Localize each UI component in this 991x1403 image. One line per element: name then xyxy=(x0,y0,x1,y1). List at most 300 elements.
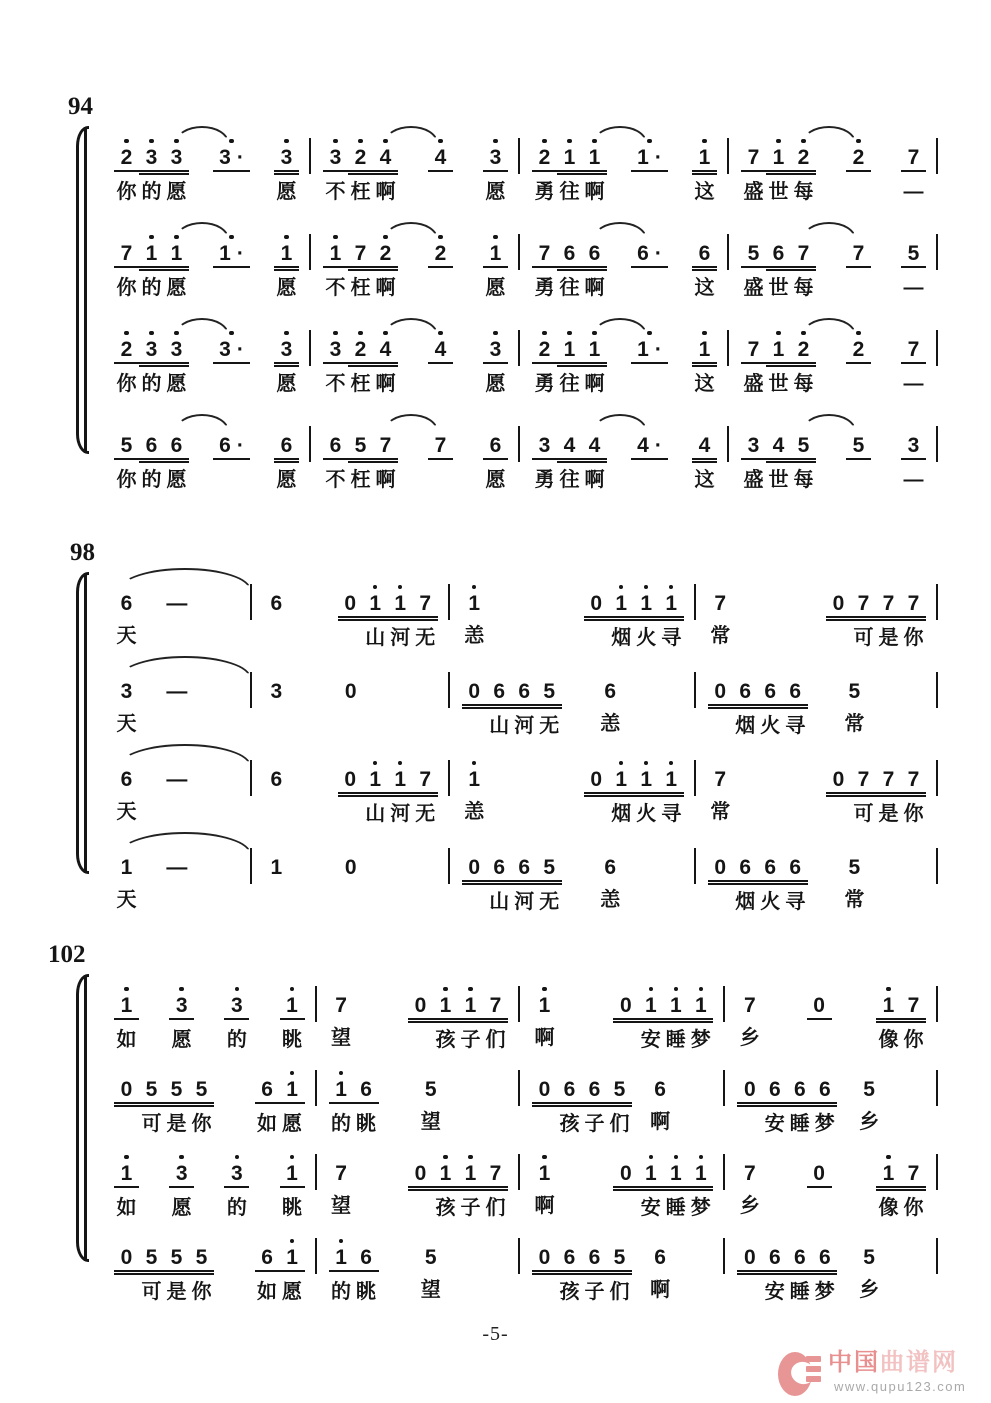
note-digit: 6 xyxy=(329,434,342,457)
note-head xyxy=(851,768,876,794)
note-head xyxy=(846,338,871,364)
note-digit: 5 xyxy=(543,856,556,879)
augmentation-dot: · xyxy=(654,338,662,361)
lyric-syllable: 世 xyxy=(768,277,789,299)
note xyxy=(189,1246,214,1303)
lyric-syllable: 啊 xyxy=(375,181,396,203)
lyric-syllable: 安 xyxy=(764,1281,785,1303)
lyric-syllable: 如 xyxy=(257,1281,278,1303)
note-digit: 7 xyxy=(714,768,727,791)
augmentation-dot: · xyxy=(236,242,244,265)
note-digit: 1 xyxy=(369,768,382,791)
note-head xyxy=(532,994,557,1018)
note-digit: 0 xyxy=(714,856,727,879)
augmentation-dot: · xyxy=(654,242,662,265)
note-head xyxy=(114,1246,139,1272)
note-head xyxy=(169,994,194,1020)
note-digit: 1 xyxy=(772,338,785,361)
note-head xyxy=(631,434,668,460)
note-digit: 6 xyxy=(145,434,158,457)
note-head xyxy=(807,1162,832,1188)
beam-group xyxy=(737,1078,837,1135)
note-digit: 6 xyxy=(789,680,802,703)
beam-group xyxy=(114,338,189,395)
note-head xyxy=(164,1078,189,1104)
note xyxy=(483,1246,508,1270)
note xyxy=(169,1162,194,1219)
barline xyxy=(936,1070,938,1106)
measure xyxy=(102,220,309,299)
voice-line xyxy=(102,316,938,395)
note-digit: 7 xyxy=(907,994,920,1017)
lyric-syllable: 是 xyxy=(166,1281,187,1303)
note-head xyxy=(638,994,663,1020)
note xyxy=(557,338,582,395)
note-head xyxy=(329,994,354,1018)
measure xyxy=(102,412,309,491)
lyric-syllable: 的 xyxy=(141,181,162,203)
beam-group xyxy=(428,338,453,395)
tie-arc xyxy=(593,414,647,431)
note xyxy=(354,1078,379,1135)
note xyxy=(512,680,537,737)
note xyxy=(274,338,299,395)
note-digit: 6 xyxy=(588,1246,601,1269)
note-digit: 0 xyxy=(468,856,481,879)
beam-group xyxy=(692,434,717,491)
note-digit: 5 xyxy=(354,434,367,457)
note-head xyxy=(114,994,139,1020)
tie-arc xyxy=(175,318,229,335)
measure xyxy=(102,658,250,735)
note-head xyxy=(483,1246,508,1270)
measure xyxy=(696,658,936,737)
lyric-syllable: 愿 xyxy=(166,469,187,491)
beam-group xyxy=(483,338,508,395)
note-head xyxy=(483,338,508,364)
note-digit: 5 xyxy=(747,242,760,265)
note-head xyxy=(609,592,634,618)
note-head xyxy=(901,434,926,460)
lyric-syllable: 寻 xyxy=(785,715,806,737)
note-head xyxy=(659,592,684,618)
measure xyxy=(252,570,448,649)
note-head xyxy=(215,856,240,880)
note xyxy=(631,146,668,172)
lyric-syllable: 你 xyxy=(116,469,137,491)
measure xyxy=(696,746,936,825)
note-head xyxy=(255,1078,280,1104)
note xyxy=(692,242,717,299)
note-digit: 7 xyxy=(489,994,502,1017)
beam-group xyxy=(224,994,249,1051)
note-digit: 1 xyxy=(588,338,601,361)
lyric-syllable: 不 xyxy=(325,373,346,395)
lyric-syllable: — xyxy=(903,277,924,299)
tie-arc xyxy=(593,222,647,239)
note-digit: 3 xyxy=(145,146,158,169)
beam-group xyxy=(807,994,832,1051)
lyric-syllable: 睡 xyxy=(665,1197,686,1219)
beam-group xyxy=(846,242,871,299)
note xyxy=(462,680,487,706)
beam-group xyxy=(280,994,305,1051)
tie-arc xyxy=(802,318,856,335)
voice-line xyxy=(102,1056,938,1135)
beam-group xyxy=(826,768,926,825)
note-head xyxy=(139,242,164,268)
note-head xyxy=(692,338,717,364)
note xyxy=(791,146,816,203)
note-head xyxy=(114,1078,139,1104)
note-digit: 4 xyxy=(588,434,601,457)
note-head xyxy=(532,1078,557,1104)
note-head xyxy=(557,1078,582,1104)
beam-group xyxy=(584,592,684,649)
lyric-syllable: 的 xyxy=(141,373,162,395)
note xyxy=(582,1246,607,1303)
lyric-syllable: 孩 xyxy=(435,1029,456,1051)
voice-line xyxy=(102,746,938,825)
voice-line xyxy=(102,412,938,491)
augmentation-dot: · xyxy=(654,434,662,457)
note xyxy=(487,680,512,737)
note xyxy=(483,994,508,1051)
note xyxy=(648,1246,673,1301)
qupu-logo-icon xyxy=(778,1350,828,1398)
note xyxy=(373,242,398,299)
note xyxy=(114,146,139,203)
note-digit: 3 xyxy=(329,338,342,361)
note xyxy=(388,768,413,825)
note-head xyxy=(462,768,487,792)
note xyxy=(582,146,607,203)
lyric-syllable: 恙 xyxy=(600,713,621,735)
lyric-syllable: 每 xyxy=(793,373,814,395)
lyric-syllable: 火 xyxy=(760,715,781,737)
note-head xyxy=(483,1078,508,1102)
note-head xyxy=(160,856,193,880)
tie-arc xyxy=(384,414,438,431)
note-digit: 3 xyxy=(120,680,133,703)
note-head xyxy=(329,1246,354,1272)
barline xyxy=(936,234,938,270)
note-head xyxy=(598,680,623,704)
note-head xyxy=(532,1246,557,1272)
note xyxy=(413,856,438,880)
note xyxy=(224,994,249,1051)
note xyxy=(876,994,901,1051)
note-digit: 5 xyxy=(145,1078,158,1101)
lyric-syllable: 常 xyxy=(844,889,865,911)
staff-brace xyxy=(76,126,89,454)
lyric-syllable: 盛 xyxy=(743,373,764,395)
note-head xyxy=(708,592,733,616)
lyric-syllable: 火 xyxy=(760,891,781,913)
note-digit: 6 xyxy=(739,680,752,703)
lyric-syllable: 像 xyxy=(878,1197,899,1219)
beam-group xyxy=(160,680,193,735)
measure xyxy=(252,658,448,704)
note xyxy=(348,338,373,395)
tie-arc xyxy=(593,126,647,143)
beam-group xyxy=(329,994,354,1051)
note-head xyxy=(688,994,713,1020)
lyric-syllable: 愿 xyxy=(485,181,506,203)
note-head xyxy=(582,146,607,172)
lyric-syllable: 睡 xyxy=(789,1113,810,1135)
lyric-syllable: 乡 xyxy=(739,1195,760,1217)
lyric-syllable: 每 xyxy=(793,181,814,203)
note-digit: 1 xyxy=(464,1162,477,1185)
lyric-syllable: 烟 xyxy=(611,803,632,825)
measure xyxy=(102,746,250,823)
note-head xyxy=(638,1162,663,1188)
note-digit: 2 xyxy=(797,146,810,169)
lyric-syllable: 你 xyxy=(903,803,924,825)
note-head xyxy=(264,768,289,792)
note xyxy=(164,434,189,491)
note-head xyxy=(114,680,139,704)
lyric-syllable: 们 xyxy=(609,1113,630,1135)
note xyxy=(280,1246,305,1303)
note-digit: 7 xyxy=(907,338,920,361)
note-head xyxy=(189,1246,214,1272)
beam-group xyxy=(807,1162,832,1219)
note-head xyxy=(688,1246,713,1270)
note xyxy=(766,242,791,299)
note-digit: 5 xyxy=(848,680,861,703)
note xyxy=(483,338,508,395)
lyric-syllable: 寻 xyxy=(661,627,682,649)
lyric-syllable: 愿 xyxy=(485,277,506,299)
lyric-syllable: 眺 xyxy=(282,1029,303,1051)
note-digit: 6 xyxy=(270,768,283,791)
beam-group xyxy=(846,434,871,491)
measure xyxy=(729,220,936,299)
note xyxy=(329,1246,354,1303)
lyric-syllable: 安 xyxy=(640,1197,661,1219)
note-digit: 0 xyxy=(414,1162,427,1185)
barline xyxy=(936,672,938,708)
lyric-syllable: 望 xyxy=(420,1111,441,1133)
note-head xyxy=(791,242,816,268)
note-head xyxy=(631,338,668,364)
lyric-syllable: 你 xyxy=(191,1113,212,1135)
note-head xyxy=(373,242,398,268)
lyric-syllable: 的 xyxy=(226,1197,247,1219)
note xyxy=(338,680,363,704)
note-digit: 6 xyxy=(739,856,752,879)
note-digit: 7 xyxy=(852,242,865,265)
note xyxy=(264,768,289,792)
lyric-syllable: 啊 xyxy=(534,1027,555,1049)
note-head xyxy=(160,592,193,616)
note-digit: 6 xyxy=(261,1246,273,1269)
beam-group xyxy=(274,338,299,395)
note xyxy=(428,242,453,268)
note-digit: 6 xyxy=(768,1246,781,1269)
note-digit: 6 xyxy=(818,1078,831,1101)
note-digit: 2 xyxy=(120,338,133,361)
lyric-syllable: 的 xyxy=(226,1029,247,1051)
note-head xyxy=(483,434,508,460)
note-digit: 3 xyxy=(538,434,551,457)
note-head xyxy=(160,680,193,704)
note-head xyxy=(901,242,926,268)
note xyxy=(363,768,388,825)
beam-group xyxy=(160,856,193,911)
note xyxy=(483,434,508,491)
beam-group xyxy=(741,242,816,299)
beam-group xyxy=(876,994,926,1051)
watermark-site-name-secondary: 曲谱网 xyxy=(880,1349,958,1376)
note-head xyxy=(532,434,557,460)
note-digit: 7 xyxy=(907,768,920,791)
note-head xyxy=(634,768,659,794)
note xyxy=(613,1162,638,1188)
note-head xyxy=(224,994,249,1020)
note-head xyxy=(280,1162,305,1188)
note xyxy=(160,680,193,704)
note xyxy=(483,146,508,203)
note xyxy=(631,242,668,268)
note-head xyxy=(659,768,684,794)
lyric-syllable: 勇 xyxy=(534,373,555,395)
note-digit: 4 xyxy=(698,434,711,457)
beam-group xyxy=(708,768,733,825)
lyric-syllable: 天 xyxy=(116,713,137,735)
note-head xyxy=(462,592,487,616)
beam-group xyxy=(659,680,684,737)
note xyxy=(213,338,250,364)
note-digit: 0 xyxy=(832,592,845,615)
note xyxy=(582,1078,607,1135)
note-digit: 6 xyxy=(518,856,531,879)
beam-group xyxy=(826,592,926,649)
note xyxy=(851,592,876,649)
beam-group xyxy=(215,680,240,735)
lyric-syllable: 世 xyxy=(768,181,789,203)
note xyxy=(791,242,816,299)
note-head xyxy=(418,1078,443,1102)
note-head xyxy=(433,994,458,1020)
note xyxy=(688,1078,713,1102)
note-digit: 6 xyxy=(789,856,802,879)
note-head xyxy=(329,1078,354,1104)
note xyxy=(280,994,305,1051)
note-digit: 4 xyxy=(637,434,649,457)
voice-line xyxy=(102,124,938,203)
note-head xyxy=(708,680,733,706)
note-head xyxy=(213,338,250,364)
note xyxy=(787,1078,812,1135)
note-head xyxy=(901,1162,926,1188)
note xyxy=(363,592,388,649)
beam-group xyxy=(741,338,816,395)
note xyxy=(783,856,808,913)
beam-group xyxy=(462,592,487,649)
note xyxy=(846,146,871,172)
lyric-syllable: 你 xyxy=(116,181,137,203)
note-digit: 1 xyxy=(286,994,298,1017)
note xyxy=(329,1162,354,1217)
note xyxy=(189,1078,214,1135)
note-head xyxy=(582,1078,607,1104)
note-head xyxy=(876,768,901,794)
beam-group xyxy=(169,1162,194,1219)
note-head xyxy=(139,338,164,364)
beam-group xyxy=(114,242,189,299)
lyric-syllable: 愿 xyxy=(166,181,187,203)
note-digit: 4 xyxy=(772,434,785,457)
lyric-syllable: 子 xyxy=(460,1197,481,1219)
note xyxy=(607,1078,632,1135)
lyric-syllable: 梦 xyxy=(814,1113,835,1135)
lyric-syllable: 愿 xyxy=(276,373,297,395)
note-digit: 0 xyxy=(344,856,357,879)
note-digit: 0 xyxy=(344,768,357,791)
lyric-syllable: 子 xyxy=(584,1113,605,1135)
note-head xyxy=(264,592,289,616)
lyric-syllable: 孩 xyxy=(559,1281,580,1303)
note xyxy=(329,1078,354,1135)
note-head xyxy=(338,856,363,880)
voice-line xyxy=(102,834,938,913)
beam-group xyxy=(428,434,453,491)
note-digit: 2 xyxy=(434,242,447,265)
tie-arc xyxy=(802,414,856,431)
measure xyxy=(729,412,936,491)
note-digit: 1 xyxy=(369,592,382,615)
note-digit: 3 xyxy=(270,680,283,703)
note xyxy=(164,242,189,299)
note xyxy=(692,146,717,203)
note-head xyxy=(323,434,348,460)
lyric-syllable: 睡 xyxy=(789,1281,810,1303)
note-head xyxy=(607,1078,632,1104)
note-head xyxy=(114,1162,139,1188)
note-head xyxy=(582,1246,607,1272)
lyric-syllable: 这 xyxy=(694,469,715,491)
note xyxy=(663,994,688,1051)
note-head xyxy=(280,994,305,1020)
note-head xyxy=(733,680,758,706)
note xyxy=(114,680,139,735)
lyric-syllable: 啊 xyxy=(584,469,605,491)
note xyxy=(428,338,453,364)
lyric-syllable: 盛 xyxy=(743,469,764,491)
note-head xyxy=(348,242,373,268)
note xyxy=(487,856,512,913)
lyric-syllable: 不 xyxy=(325,277,346,299)
note-digit: 0 xyxy=(813,994,825,1017)
note-head xyxy=(428,242,453,268)
note-head xyxy=(274,338,299,364)
note-head xyxy=(791,338,816,364)
note xyxy=(323,242,348,299)
beam-group xyxy=(160,768,193,823)
lyric-syllable: 无 xyxy=(539,891,560,913)
lyric-syllable: 常 xyxy=(710,625,731,647)
lyric-syllable: 不 xyxy=(325,181,346,203)
note-head xyxy=(737,994,762,1018)
note-head xyxy=(901,680,926,704)
note-digit: 7 xyxy=(354,242,367,265)
note xyxy=(348,146,373,203)
note-digit: 1 xyxy=(335,1078,347,1101)
note-digit: 6 xyxy=(793,1246,806,1269)
